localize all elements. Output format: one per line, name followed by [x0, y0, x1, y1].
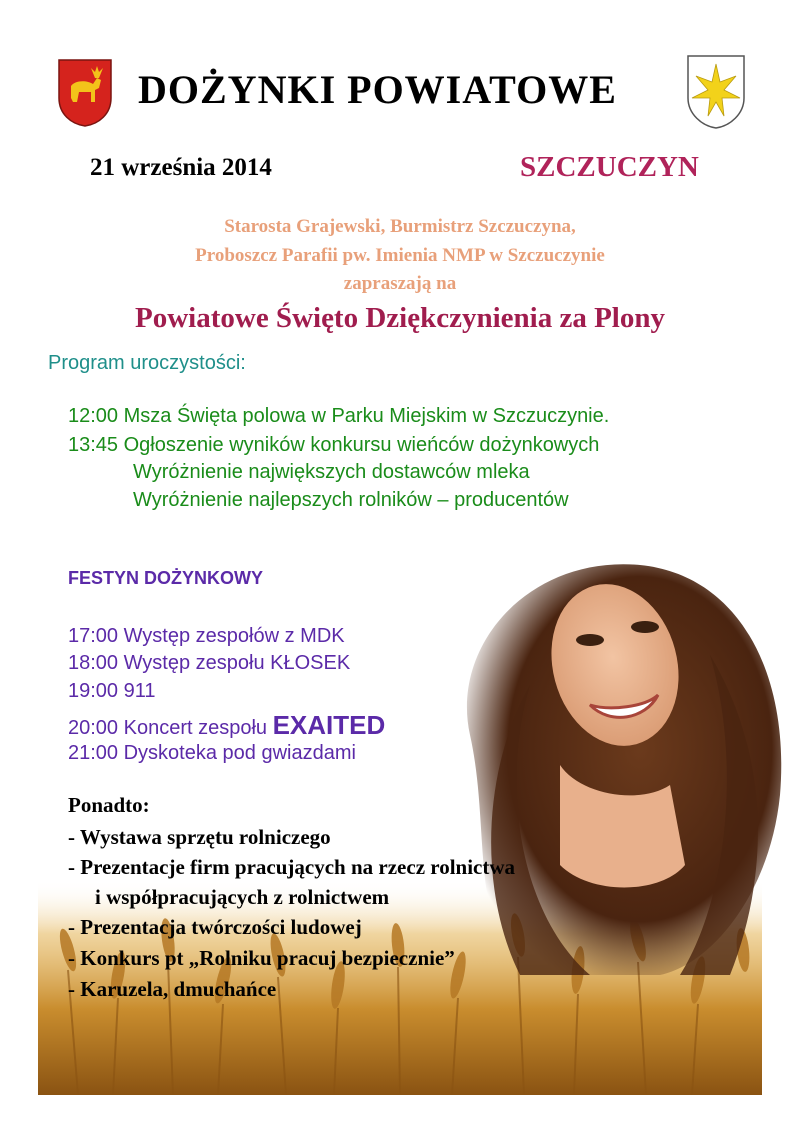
- festyn-item: 20:00 Koncert zespołu: [68, 717, 268, 739]
- festyn-item: 21:00 Dyskoteka pod gwiazdami: [68, 742, 356, 764]
- program-item: 13:45 Ogłoszenie wyników konkursu wieńców dożynkowych: [68, 434, 600, 456]
- ponadto-item: - Prezentacja twórczości ludowej: [68, 915, 362, 939]
- ponadto-heading: Ponadto:: [68, 793, 150, 817]
- elk-coat-of-arms-icon: [57, 58, 113, 128]
- program-heading: Program uroczystości:: [48, 352, 246, 374]
- invitation-line: Proboszcz Parafii pw. Imienia NMP w Szczuczynie: [195, 245, 605, 266]
- star-coat-of-arms-icon: [686, 54, 746, 130]
- woman-photo: [410, 535, 800, 975]
- event-town: SZCZUCZYN: [520, 151, 699, 183]
- invitation-line: Starosta Grajewski, Burmistrz Szczuczyna,: [224, 216, 576, 237]
- event-date: 21 września 2014: [90, 154, 272, 181]
- program-item: Wyróżnienie najlepszych rolników – producentów: [133, 489, 569, 511]
- ponadto-item: - Prezentacje firm pracujących na rzecz rolnictwa: [68, 855, 516, 879]
- ponadto-item: - Konkurs pt „Rolniku pracuj bezpiecznie”: [68, 946, 455, 970]
- headliner-band: EXAITED: [272, 710, 386, 740]
- page-title: DOŻYNKI POWIATOWE: [138, 67, 617, 112]
- program-item: 12:00 Msza Święta polowa w Parku Miejskim w Szczuczynie.: [68, 405, 610, 427]
- program-item: Wyróżnienie największych dostawców mleka: [133, 461, 530, 483]
- ponadto-item: - Karuzela, dmuchańce: [68, 977, 277, 1001]
- festyn-item-concert: [68, 710, 385, 741]
- event-name: Powiatowe Święto Dziękczynienia za Plony: [135, 302, 665, 334]
- festyn-item: 17:00 Występ zespołów z MDK: [68, 625, 345, 647]
- festyn-heading: FESTYN DOŻYNKOWY: [68, 568, 264, 588]
- ponadto-item: i współpracujących z rolnictwem: [95, 885, 390, 909]
- festyn-item: 19:00 911: [68, 680, 156, 702]
- festyn-item: 18:00 Występ zespołu KŁOSEK: [68, 652, 351, 674]
- ponadto-item: - Wystawa sprzętu rolniczego: [68, 825, 331, 849]
- invitation-line: zapraszają na: [343, 273, 457, 294]
